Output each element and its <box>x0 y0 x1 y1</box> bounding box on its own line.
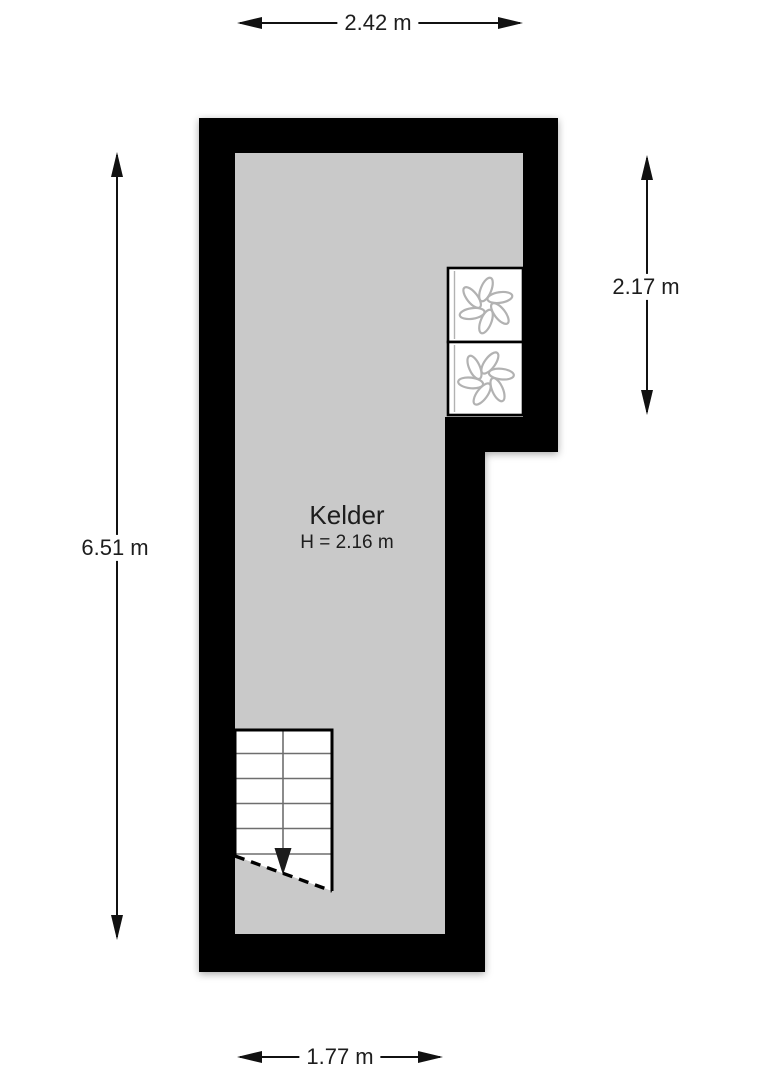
appliance-boxes <box>448 268 523 415</box>
dimension-label-top: 2.42 m <box>337 10 418 36</box>
dimension-label-left: 6.51 m <box>74 535 155 561</box>
room-label <box>300 501 393 555</box>
dimension-label-bottom: 1.77 m <box>299 1044 380 1070</box>
dimension-label-right: 2.17 m <box>605 274 686 300</box>
room-name: Kelder <box>309 500 385 531</box>
room-ceiling-height: H = 2.16 m <box>300 532 394 554</box>
